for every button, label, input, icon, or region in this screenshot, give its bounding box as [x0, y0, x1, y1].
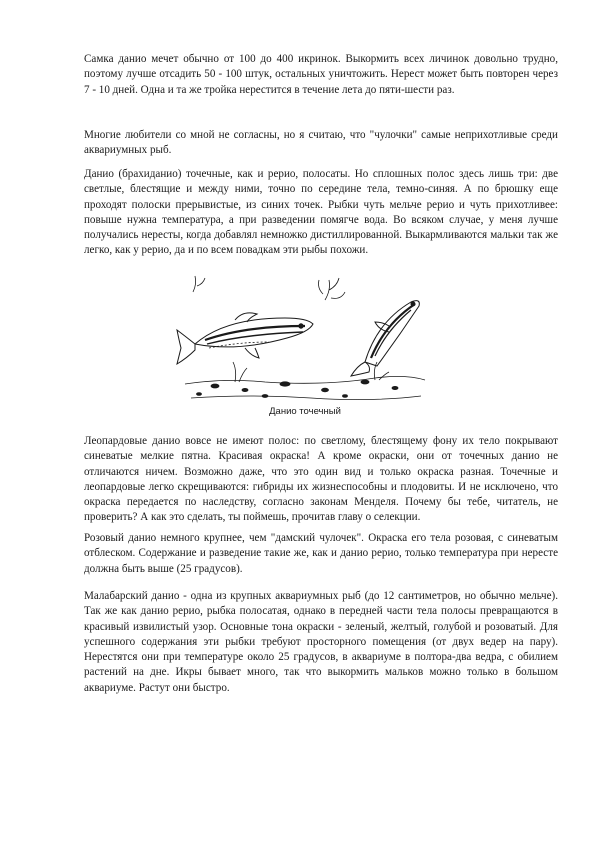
paragraph-malabar-danio: Малабарский данио - одна из крупных аквариумных рыб (до 12 сантиметров, но обычно мельче). Так же как данио рерио, рыбка полосатая, однако в передней части тела полосы превращаются в красивый извилистый узор. Основные тона окраски - зеленый, желтый, голубой и розоватый. Для успешного содержания эти рыбки требуют просторного помещения (от двух ведер на пару). Нерестятся они при температуре около 25 градусов, в аквариуме в полтора-два ведра, с обилием растений на дне. Икры бывает много, так что выкормить мальков можно только в большом аквариуме. Растут они быстро. [84, 590, 558, 694]
paragraph-spotted-danio: Данио (брахиданио) точечные, как и рерио, полосаты. Но сплошных полос здесь лишь три: две светлые, блестящие и между ними, точно по середине тела, темно-синяя. А по брюшку еще проходят полоски прерывистые, из синих точек. Рыбки чуть мельче рерио и чуть прихотливее: повыше нужна температура, а при разведении помягче вода. Во всяком случае, у меня лучше получались нересты, когда добавлял немножко дистиллированной. Выкармливаются мальки так же легко, как у рерио, да и по всем повадкам эти рыбы похожи. [84, 168, 558, 257]
fish-left-graphic [177, 313, 313, 364]
gravel-bottom-graphic [185, 362, 425, 400]
paragraph-pink-danio: Розовый данио немного крупнее, чем "дамский чулочек". Окраска его тела розовая, с синеватым отблеском. Содержание и разведение такие же, как и данио рерио, только температура при нересте должна быть выше (25 градусов). [84, 532, 558, 575]
paragraph-spawning: Самка данио мечет обычно от 100 до 400 икринок. Выкормить всех личинок довольно трудно, поэтому лучше отсадить 50 - 100 штук, остальных уничтожить. Нерест может быть повторен через 7 - 10 дней. Одна и та же тройка нерестится в течение лета до пяти-шести раз. [84, 53, 558, 96]
fish-illustration [175, 272, 435, 418]
figure-caption: Данио точечный [269, 406, 341, 417]
plant-sprig-graphic [193, 276, 345, 300]
paragraph-leopard-danio: Леопардовые данио вовсе не имеют полос: по светлому, блестящему фону их тело покрывают синеватые мелкие пятна. Красивая окраска! А кроме окраски, они от точечных данио не отличаются ничем. Возможно даже, что это один вид и только окраска разная. Точечные и леопардовые легко скрещиваются: гибриды их жизнеспособны и плодовиты. И не исключено, что окраска передается по наследству, согласно законам Менделя. Почему бы тебе, читатель, не проверить? А как это сделать, ты поймешь, прочитав главу о селекции. [84, 435, 558, 524]
paragraph-opinion: Многие любители со мной не согласны, но я считаю, что "чулочки" самые неприхотливые среди аквариумных рыб. [84, 129, 558, 157]
spotted-danio-drawing [175, 272, 435, 408]
fish-right-graphic [351, 301, 419, 376]
